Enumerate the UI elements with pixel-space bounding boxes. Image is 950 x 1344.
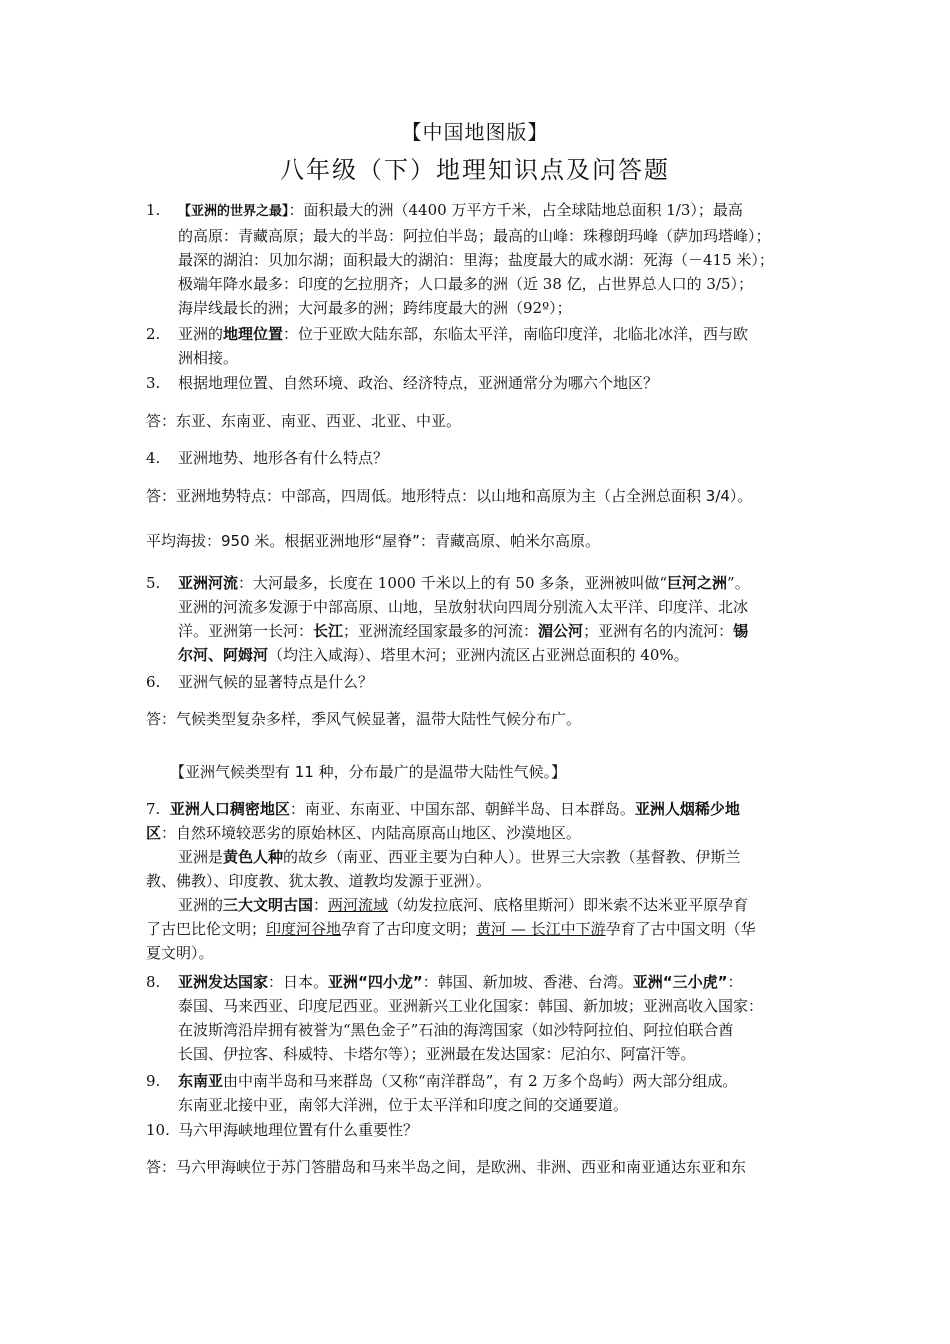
question-9: 9. 东南亚由中南半岛和马来群岛（又称“南洋群岛”，有 2 万多个岛屿）两大部分组成。 东南亚北接中亚，南邻大洋洲，位于太平洋和印度之间的交通要道。 (146, 1069, 812, 1117)
question-number: 4. (146, 449, 161, 467)
question-2: 2. 亚洲的地理位置：位于亚欧大陆东部，东临太平洋，南临印度洋，北临北冰洋，西与欧 洲相接。 (146, 322, 812, 370)
document-header: 【中国地图版】 (401, 120, 549, 144)
question-4: 4. 亚洲地势、地形各有什么特点？ (146, 446, 812, 470)
question-1-label: 【亚洲的世界之最】 (178, 204, 289, 219)
question-number: 7. (146, 800, 161, 818)
question-number: 2. (146, 325, 161, 343)
answer-10: 答：马六甲海峡位于苏门答腊岛和马来半岛之间，是欧洲、非洲、西亚和南亚通达东亚和东 (146, 1158, 747, 1176)
question-10: 10. 马六甲海峡地理位置有什么重要性？ (146, 1118, 812, 1142)
question-7: 7. 亚洲人口稠密地区：南亚、东南亚、中国东部、朝鲜半岛、日本群岛。亚洲人烟稀少地 区：自然环境较恶劣的原始林区、内陆高原高山地区、沙漠地区。 亚洲是黄色人种的故乡（南亚、西亚主要为白种人）。世界三大宗教（基督教、伊斯兰 教、佛教）、印度教、犹太教、道教均发源于亚洲）。 亚洲的三大文明古国：两河流域（幼发拉底河、底格里斯河）即米索不达米亚平原孕育 了古巴比伦文明；印度河谷地孕育了古印度文明；黄河 — 长江中下游孕育了古中国文明（华 夏文明）。 (146, 800, 756, 962)
question-6: 6. 亚洲气候的显著特点是什么？ (146, 670, 812, 694)
question-3: 3. 根据地理位置、自然环境、政治、经济特点，亚洲通常分为哪六个地区？ (146, 371, 812, 395)
question-number: 9. (146, 1072, 161, 1090)
document-title: 八年级（下）地理知识点及问答题 (280, 156, 670, 184)
answer-6: 答：气候类型复杂多样，季风气候显著，温带大陆性气候分布广。 (146, 710, 582, 728)
question-number: 5. (146, 574, 161, 592)
answer-6-note: 【亚洲气候类型有 11 种，分布最广的是温带大陆性气候。】 (170, 763, 567, 781)
answer-4: 答：亚洲地势特点：中部高，四周低。地形特点：以山地和高原为主（占全洲总面积 3/4）。 (146, 487, 753, 505)
question-5: 5. 亚洲河流：大河最多，长度在 1000 千米以上的有 50 多条，亚洲被叫做“巨河之洲”。 亚洲的河流多发源于中部高原、山地，呈放射状向四周分别流入太平洋、印度洋、北冰 洋。亚洲第一长河：长江；亚洲流经国家最多的河流：湄公河；亚洲有名的内流河：锡 尔河、阿姆河（均注入咸海）、塔里木河；亚洲内流区占亚洲总面积的 40%。 (146, 571, 812, 667)
answer-3: 答：东亚、东南亚、南亚、西亚、北亚、中亚。 (146, 412, 462, 430)
question-number: 6. (146, 673, 161, 691)
question-number: 8. (146, 973, 161, 991)
answer-4-continued: 平均海拔：950 米。根据亚洲地形“屋脊”：青藏高原、帕米尔高原。 (146, 532, 600, 550)
question-number: 3. (146, 374, 161, 392)
question-1: 1. 【亚洲的世界之最】：面积最大的洲（4400 万平方千米，占全球陆地总面积 1/3）；最高 的高原：青藏高原；最大的半岛：阿拉伯半岛；最高的山峰：珠穆朗玛峰（萨加玛塔峰）； 最深的湖泊：贝加尔湖；面积最大的湖泊：里海；盐度最大的咸水湖：死海（－415 米）； 极端年降水最多：印度的乞拉朋齐；人口最多的洲（近 38 亿，占世界总人口的 3/5）； 海岸线最长的洲；大河最多的洲；跨纬度最大的洲（92º）； (146, 198, 812, 320)
question-number: 10. (146, 1121, 170, 1139)
question-8: 8. 亚洲发达国家：日本。亚洲“四小龙”：韩国、新加坡、香港、台湾。亚洲“三小虎”： 泰国、马来西亚、印度尼西亚。亚洲新兴工业化国家：韩国、新加坡；亚洲高收入国家： 在波斯湾沿岸拥有被誉为“黑色金子”石油的海湾国家（如沙特阿拉伯、阿拉伯联合酋 长国、伊拉客、科威特、卡塔尔等）；亚洲最在发达国家：尼泊尔、阿富汗等。 (146, 970, 812, 1066)
question-number: 1. (146, 201, 161, 219)
